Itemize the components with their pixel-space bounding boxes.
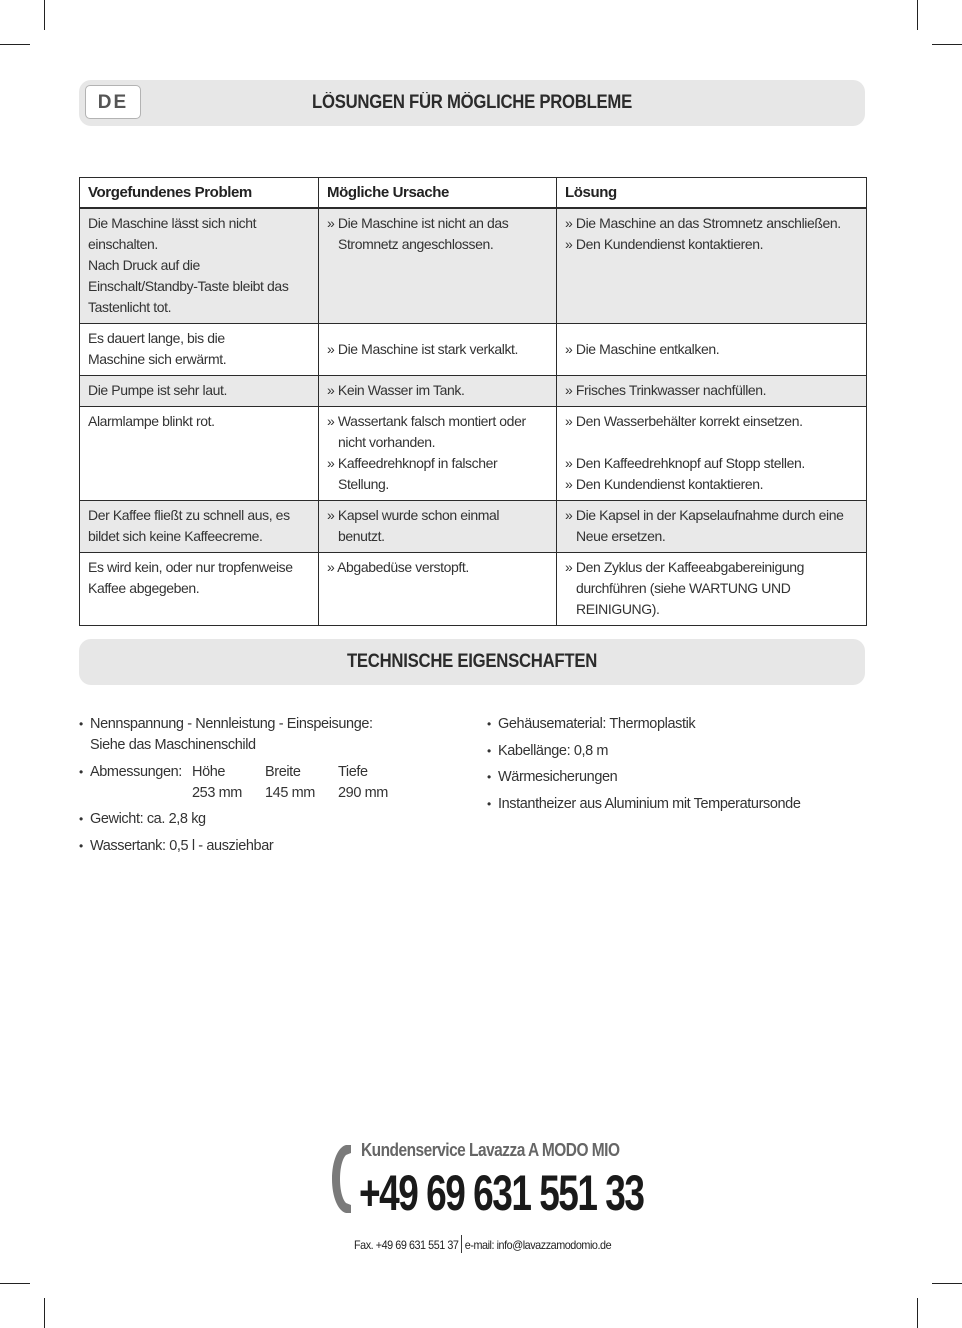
spec-cable: • Kabellänge: 0,8 m — [487, 741, 867, 762]
language-badge: DE — [85, 85, 141, 119]
troubleshooting-table — [79, 177, 867, 626]
email-link[interactable]: e-mail: info@lavazzamodomio.de — [464, 1238, 612, 1252]
crop-mark — [0, 44, 30, 45]
spec-width-value: 145 mm — [265, 784, 315, 801]
spec-voltage — [79, 714, 469, 756]
cause-cell — [319, 208, 557, 324]
phone-handset-icon — [330, 1143, 352, 1215]
spec-dimensions — [79, 762, 469, 804]
spec-fuses: • Wärmesicherungen — [487, 767, 867, 788]
cause-item: » Abgabedüse verstopft. — [327, 557, 548, 578]
problem-cell — [80, 324, 319, 376]
cause-item: » Wassertank falsch montiert oder nicht vorhanden. — [327, 411, 548, 453]
cause-cell — [319, 501, 557, 553]
column-header: Mögliche Ursache — [319, 178, 557, 209]
column-header: Vorgefundenes Problem — [80, 178, 319, 209]
crop-mark — [932, 1283, 962, 1284]
spec-width-label: Breite — [265, 763, 301, 780]
problem-text: Es dauert lange, bis die Maschine sich erwärmt. — [88, 330, 227, 367]
table-row — [80, 376, 867, 407]
specs-right-column — [487, 714, 867, 820]
section-title: LÖSUNGEN FÜR MÖGLICHE PROBLEME — [312, 92, 632, 113]
spec-height-label: Höhe — [192, 763, 226, 780]
problem-text: Alarmlampe blinkt rot. — [88, 413, 215, 429]
problem-cell — [80, 376, 319, 407]
problem-text: Der Kaffee fließt zu schnell aus, es bildet sich keine Kaffeecreme. — [88, 507, 290, 544]
solution-item: » Die Maschine an das Stromnetz anschließen. — [565, 213, 858, 234]
crop-mark — [917, 1298, 918, 1328]
solution-cell — [557, 208, 867, 324]
divider — [461, 1235, 462, 1253]
problem-cell — [80, 501, 319, 553]
spec-housing: • Gehäusematerial: Thermoplastik — [487, 714, 867, 735]
cause-item: » Kaffeedrehknopf in falscher Stellung. — [327, 453, 548, 495]
spec-weight: • Gewicht: ca. 2,8 kg — [79, 809, 469, 830]
problem-cell — [80, 407, 319, 501]
service-contact-line — [354, 1235, 611, 1253]
solution-item: » Frisches Trinkwasser nachfüllen. — [565, 380, 858, 401]
cause-cell — [319, 407, 557, 501]
solution-item: » Den Kaffeedrehknopf auf Stopp stellen. — [565, 453, 858, 474]
problem-cell — [80, 208, 319, 324]
table-row — [80, 208, 867, 324]
spacer — [565, 432, 858, 453]
solution-item: » Den Wasserbehälter korrekt einsetzen. — [565, 411, 858, 432]
solution-cell — [557, 501, 867, 553]
table-row — [80, 501, 867, 553]
specs-left-column — [79, 714, 469, 862]
solution-cell — [557, 553, 867, 626]
table-row — [80, 407, 867, 501]
spec-heater: • Instantheizer aus Aluminium mit Temperatursonde — [487, 794, 867, 815]
solution-cell — [557, 324, 867, 376]
solution-cell — [557, 407, 867, 501]
problem-text: Die Maschine lässt sich nicht einschalten. — [88, 215, 257, 252]
cause-item: » Die Maschine ist nicht an das Stromnetz angeschlossen. — [327, 213, 548, 255]
crop-mark — [0, 1283, 30, 1284]
cause-item: » Kein Wasser im Tank. — [327, 380, 548, 401]
table-header-row — [80, 178, 867, 209]
cause-item: » Kapsel wurde schon einmal benutzt. — [327, 505, 548, 547]
spec-tank: • Wassertank: 0,5 l - ausziehbar — [79, 836, 469, 857]
crop-mark — [932, 44, 962, 45]
cause-cell — [319, 376, 557, 407]
cause-cell — [319, 324, 557, 376]
crop-mark — [917, 0, 918, 30]
problem-text: Die Pumpe ist sehr laut. — [88, 382, 228, 398]
column-header: Lösung — [557, 178, 867, 209]
solution-item: » Den Zyklus der Kaffeeabgabereinigung durchführen (siehe WARTUNG UND REINIGUNG). — [565, 557, 858, 620]
crop-mark — [44, 1298, 45, 1328]
table-row — [80, 324, 867, 376]
cause-item: » Die Maschine ist stark verkalkt. — [327, 339, 548, 360]
table-row — [80, 553, 867, 626]
section-header — [79, 80, 865, 126]
solution-item: » Die Kapsel in der Kapselaufnahme durch eine Neue ersetzen. — [565, 505, 858, 547]
crop-mark — [44, 0, 45, 30]
problem-text: Es wird kein, oder nur tropfenweise Kaffee abgegeben. — [88, 559, 293, 596]
spec-voltage-label: • Nennspannung - Nennleistung - Einspeisunge: — [90, 716, 373, 732]
spec-voltage-value: Siehe das Maschinenschild — [90, 737, 256, 753]
service-label: Kundenservice Lavazza A MODO MIO — [361, 1140, 620, 1160]
spec-height-value: 253 mm — [192, 784, 242, 801]
spec-depth-label: Tiefe — [338, 763, 368, 780]
problem-cell — [80, 553, 319, 626]
fax-number: Fax. +49 69 631 551 37 — [354, 1238, 459, 1252]
solution-cell — [557, 376, 867, 407]
solution-item: » Die Maschine entkalken. — [565, 339, 858, 360]
cause-cell — [319, 553, 557, 626]
service-phone-number[interactable]: +49 69 631 551 33 — [359, 1165, 644, 1221]
spec-depth-value: 290 mm — [338, 784, 388, 801]
solution-item: » Den Kundendienst kontaktieren. — [565, 474, 858, 495]
spec-dimensions-label: • Abmessungen: — [90, 763, 182, 780]
problem-text: Nach Druck auf die Einschalt/Standby-Taste bleibt das Tastenlicht tot. — [88, 257, 289, 315]
specs-title: TECHNISCHE EIGENSCHAFTEN — [346, 651, 598, 672]
specs-header — [79, 639, 865, 685]
solution-item: » Den Kundendienst kontaktieren. — [565, 234, 858, 255]
